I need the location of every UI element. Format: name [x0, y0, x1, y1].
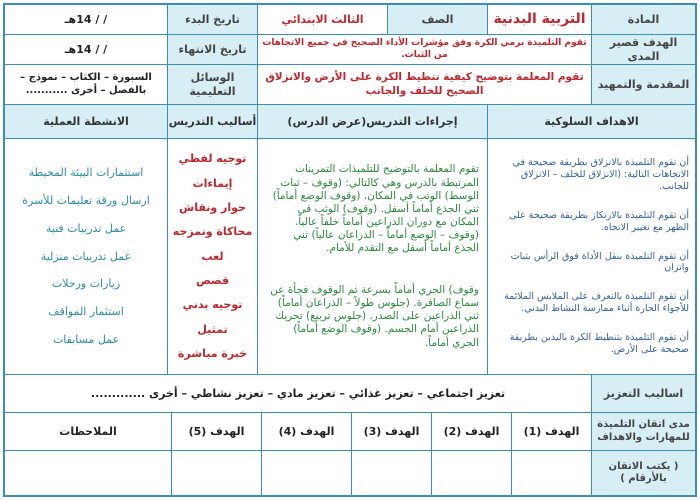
goal-4-header: الهدف (4)	[261, 413, 351, 451]
methods-list	[167, 139, 257, 375]
method-item: قصص	[195, 273, 230, 287]
start-date-value: / / 14هـ	[5, 5, 167, 35]
procedures-text	[257, 139, 487, 375]
end-date-value: / / 14هـ	[5, 35, 167, 65]
activity-item: زيارات ورحلات	[51, 277, 121, 291]
method-item: محاكاة ونمزجه	[172, 225, 253, 239]
procedure-paragraph: وقوف) الجري أماماً بسرعة ثم الوقوف فجأة عن سماع الصافرة. (جلوس طولاً – الذراعان أماماً) ثني الذراعين على الصدر. (جلوس تربيع) تحريك الذراعين أمام الجسم. (وقوف الوضع أماماً) الجري أماماً.	[270, 284, 479, 349]
mastery-note: ( يكتب الاتقان بالأرقام )	[591, 451, 695, 495]
method-item: لعب	[201, 249, 224, 263]
goal-4-cell[interactable]	[261, 451, 351, 495]
intro-label: المقدمة والتمهيد	[591, 65, 695, 105]
objectives-header: الاهداف السلوكية	[487, 105, 695, 139]
activity-item: استثمار المواقف	[48, 305, 124, 319]
method-item: توجيه بدني	[182, 298, 243, 312]
goal-1-header: الهدف (1)	[511, 413, 591, 451]
activity-item: استثمارات البيئة المحيطة	[28, 166, 144, 180]
objectives-list	[487, 139, 695, 375]
objective-item: أن تقوم التلميذة بتنطيط الكرة باليدين بطريقة صحيحة على الأرض.	[509, 331, 689, 355]
subject-value: التربية البدنية	[487, 5, 591, 35]
objective-item: أن تقوم التلميذة بالانزلاق بطريقة صحيحة في الاتجاهات التالية: (الانزلاق للخلف – الانزلاق للجانب.	[512, 157, 689, 193]
end-date-label: تاريخ الانتهاء	[167, 35, 257, 65]
method-item: إيماءات	[192, 176, 233, 190]
goal-3-header: الهدف (3)	[351, 413, 431, 451]
methods-header: أساليب التدريس	[167, 105, 257, 139]
reinforcement-value: تعزيز اجتماعي – تعزيز غذائي – تعزيز مادي – تعزيز نشاطي – أخرى .............	[5, 375, 591, 413]
mastery-label: مدى اتقان التلميذة للمهارات والاهداف	[591, 413, 695, 451]
tools-label: الوسائل التعليمية	[167, 65, 257, 105]
reinforcement-label: اساليب التعزيز	[591, 375, 695, 413]
objective-item: أن تقوم التلميذة بالتعرف على الملابس الملائمة للأجواء الحارة أثناء ممارسة النشاط البدني.	[504, 291, 689, 315]
activity-item: عمل تدريبات منزلية	[40, 249, 132, 263]
goal-5-header: الهدف (5)	[171, 413, 261, 451]
goal-1-cell[interactable]	[511, 451, 591, 495]
short-goal-label: الهدف قصير المدى	[591, 35, 695, 65]
class-value: الثالث الابتدائي	[257, 5, 387, 35]
goal-2-cell[interactable]	[431, 451, 511, 495]
tools-value: السبورة – الكتاب – نموذج – بالفصل – أخرى ...........	[5, 65, 167, 105]
activity-item: عمل مسابقات	[52, 333, 120, 347]
start-date-label: تاريخ البدء	[167, 5, 257, 35]
objective-item: أن تقوم التلميذة بنقل الأداة فوق الرأس بثبات واتزان	[510, 250, 689, 274]
activities-list	[5, 139, 167, 375]
class-label: الصف	[387, 5, 487, 35]
procedure-paragraph: تقوم المعلمة بالتوضيح للتلميذات التمرينات المرتبطة بالدرس وهي كالتالي: (وقوف – ثبات الوسط) الوثب في المكان. (وقوف الوضع أماماً) ثني الجذع أماماً أسفل. (وقوف) الوثب في المكان مع دوران الذراعين أماماً خلفاً عالياً. (وقوف – الوضع أماماً – الذراعان عالياً) ثني الجذع أماماً أسفل مع التقدم للأمام.	[272, 163, 479, 255]
intro-value: تقوم المعلمة بتوضيح كيفية تنطيط الكرة على الأرض والانزلاق الصحيح للخلف والجانب	[257, 65, 591, 105]
method-item: توجيه لفظي	[178, 152, 247, 166]
method-item: خبرة مباشرة	[177, 346, 248, 360]
notes-header: الملاحظات	[5, 413, 171, 451]
activities-header: الانشطة العملية	[5, 105, 167, 139]
subject-label: المادة	[591, 5, 695, 35]
goal-5-cell[interactable]	[171, 451, 261, 495]
procedures-header: إجراءات التدريس(عرض الدرس)	[257, 105, 487, 139]
method-item: حوار ونقاش	[179, 200, 246, 214]
lesson-plan-form	[3, 3, 697, 497]
method-item: تمثيل	[197, 322, 228, 336]
activity-item: عمل تدريبات فنية	[45, 221, 127, 235]
activity-item: ارسال ورقة تعليمات للأسرة	[22, 193, 150, 207]
objective-item: أن تقوم التلميذة بالارتكاز بطريقة صحيحة على الظهر مع تغيير الاتجاه.	[508, 209, 689, 233]
goal-3-cell[interactable]	[351, 451, 431, 495]
notes-cell[interactable]	[5, 451, 171, 495]
short-goal-value: تقوم التلميذة برمي الكرة وفق مؤشرات الأداء الصحيح في جميع الاتجاهات من الثبات.	[257, 35, 591, 65]
goal-2-header: الهدف (2)	[431, 413, 511, 451]
